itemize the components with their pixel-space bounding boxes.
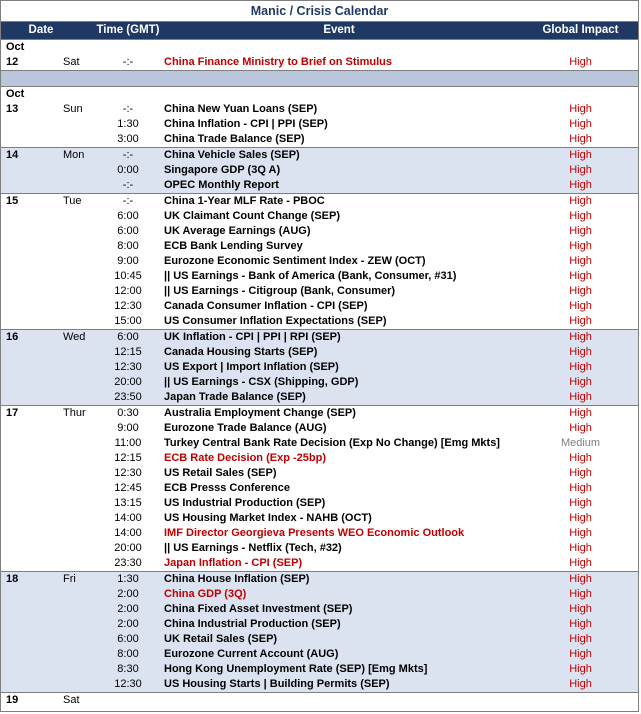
event-name: China Fixed Asset Investment (SEP) [164,603,353,615]
event-name: ECB Bank Lending Survey [164,240,303,252]
event-name: ECB Presss Conference [164,482,290,494]
event-time: 6:00 [117,210,139,222]
impact-level: High [569,557,592,569]
impact-level: High [569,285,592,297]
event-name: ECB Rate Decision (Exp -25bp) [164,452,326,464]
event-row [1,178,638,193]
impact-level: High [569,527,592,539]
event-name: || US Earnings - Citigroup (Bank, Consumer) [164,285,396,297]
impact-level: High [569,270,592,282]
event-name: China House Inflation (SEP) [164,573,310,585]
event-name: China Industrial Production (SEP) [164,618,341,630]
event-name: Singapore GDP (3Q A) [164,164,281,176]
event-time: 12:15 [114,452,142,464]
event-time: 0:30 [117,407,139,419]
impact-level: High [569,588,592,600]
event-row [1,526,638,541]
day-number: 16 [6,331,19,343]
day-name: Sun [63,103,83,115]
impact-level: Medium [560,437,601,449]
day-number: 17 [6,407,19,419]
event-time: -:- [122,149,134,161]
event-name: Japan Trade Balance (SEP) [164,391,306,403]
event-name: US Retail Sales (SEP) [164,467,277,479]
event-time: 8:00 [117,648,139,660]
event-time: 12:30 [114,467,142,479]
day-number: 13 [6,103,19,115]
event-time: 2:00 [117,588,139,600]
event-row [1,436,638,451]
event-name: Eurozone Economic Sentiment Index - ZEW (OCT) [164,255,426,267]
event-name: China Vehicle Sales (SEP) [164,149,300,161]
event-row [1,602,638,617]
event-row [1,329,638,345]
event-name: Hong Kong Unemployment Rate (SEP) [Emg Mkts] [164,663,428,675]
impact-level: High [569,210,592,222]
event-name: Japan Inflation - CPI (SEP) [164,557,303,569]
event-time: 9:00 [117,255,139,267]
event-time: 12:45 [114,482,142,494]
event-name: US Consumer Inflation Expectations (SEP) [164,315,387,327]
event-time: 11:00 [114,437,142,449]
day-number: 15 [6,195,19,207]
event-row [1,692,638,708]
impact-level: High [569,452,592,464]
event-time: 23:50 [114,391,142,403]
impact-level: High [569,482,592,494]
day-number: 14 [6,149,19,161]
event-time: 12:30 [114,300,142,312]
day-name: Wed [63,331,86,343]
event-row [1,269,638,284]
event-name: China 1-Year MLF Rate - PBOC [164,195,325,207]
event-time: -:- [122,56,134,68]
event-time: -:- [122,179,134,191]
impact-level: High [569,346,592,358]
calendar-title: Manic / Crisis Calendar [1,1,638,22]
event-row [1,587,638,602]
impact-level: High [569,618,592,630]
event-time: 20:00 [114,542,142,554]
event-row [1,390,638,405]
event-row [1,466,638,481]
event-row [1,481,638,496]
header-date: Date [28,24,54,36]
event-time: 2:00 [117,618,139,630]
event-row [1,102,638,117]
event-name: US Industrial Production (SEP) [164,497,326,509]
event-name: US Housing Market Index - NAHB (OCT) [164,512,372,524]
impact-level: High [569,300,592,312]
day-name: Tue [63,195,82,207]
impact-level: High [569,407,592,419]
event-name: UK Average Earnings (AUG) [164,225,311,237]
impact-level: High [569,467,592,479]
event-row [1,117,638,132]
impact-level: High [569,240,592,252]
day-name: Sat [63,694,80,706]
event-row [1,314,638,329]
event-name: China New Yuan Loans (SEP) [164,103,318,115]
event-time: 1:30 [117,118,139,130]
impact-level: High [569,118,592,130]
impact-level: High [569,663,592,675]
event-name: Eurozone Trade Balance (AUG) [164,422,327,434]
event-row [1,284,638,299]
event-row [1,541,638,556]
event-name: Canada Housing Starts (SEP) [164,346,318,358]
event-row [1,647,638,662]
event-time: 12:15 [114,346,142,358]
day-number: 19 [6,694,19,706]
event-name: || US Earnings - CSX (Shipping, GDP) [164,376,359,388]
event-name: IMF Director Georgieva Presents WEO Economic Outlook [164,527,465,539]
event-time: 6:00 [117,331,139,343]
event-row [1,55,638,70]
impact-level: High [569,315,592,327]
event-time: 12:00 [114,285,142,297]
event-row [1,209,638,224]
event-time: 23:30 [114,557,142,569]
event-name: OPEC Monthly Report [164,179,279,191]
event-time: 13:15 [114,497,142,509]
event-time: -:- [122,195,134,207]
month-row [1,86,638,102]
event-time: 6:00 [117,225,139,237]
impact-level: High [569,133,592,145]
event-name: UK Retail Sales (SEP) [164,633,278,645]
event-time: 12:30 [114,678,142,690]
impact-level: High [569,164,592,176]
impact-level: High [569,179,592,191]
impact-level: High [569,422,592,434]
calendar-body [1,39,638,708]
event-time: 8:00 [117,240,139,252]
event-time: 12:30 [114,361,142,373]
impact-level: High [569,376,592,388]
impact-level: High [569,195,592,207]
impact-level: High [569,331,592,343]
event-name: US Housing Starts | Building Permits (SEP) [164,678,390,690]
header-event: Event [323,24,355,36]
day-name: Sat [63,56,80,68]
event-row [1,299,638,314]
impact-level: High [569,56,592,68]
event-row [1,632,638,647]
event-name: US Export | Import Inflation (SEP) [164,361,339,373]
impact-level: High [569,361,592,373]
event-time: 2:00 [117,603,139,615]
header-impact: Global Impact Potential [542,24,619,53]
impact-level: High [569,573,592,585]
event-name: Canada Consumer Inflation - CPI (SEP) [164,300,368,312]
event-row [1,224,638,239]
event-row [1,677,638,692]
event-row [1,345,638,360]
event-time: 0:00 [117,164,139,176]
event-row [1,421,638,436]
impact-level: High [569,255,592,267]
event-name: Australia Employment Change (SEP) [164,407,356,419]
event-row [1,571,638,587]
event-name: UK Inflation - CPI | PPI | RPI (SEP) [164,331,341,343]
event-row [1,254,638,269]
event-row [1,496,638,511]
impact-level: High [569,149,592,161]
event-row [1,375,638,390]
month-label: Oct [6,88,25,100]
event-name: China Trade Balance (SEP) [164,133,305,145]
event-row [1,451,638,466]
day-number: 18 [6,573,19,585]
impact-level: High [569,633,592,645]
event-name: China Inflation - CPI | PPI (SEP) [164,118,328,130]
impact-level: High [569,542,592,554]
event-row [1,556,638,571]
event-row [1,132,638,147]
day-name: Mon [63,149,85,161]
event-row [1,163,638,178]
event-row [1,511,638,526]
impact-level: High [569,603,592,615]
month-label: Oct [6,41,25,53]
day-name: Thur [63,407,86,419]
impact-level: High [569,678,592,690]
event-time: 15:00 [114,315,142,327]
month-row [1,39,638,55]
event-name: UK Claimant Count Change (SEP) [164,210,341,222]
impact-level: High [569,391,592,403]
event-time: 9:00 [117,422,139,434]
section-divider [1,70,638,86]
event-time: -:- [122,103,134,115]
event-time: 14:00 [114,512,142,524]
event-row [1,360,638,375]
event-time: 1:30 [117,573,139,585]
impact-level: High [569,648,592,660]
event-row [1,405,638,421]
event-time: 14:00 [114,527,142,539]
event-name: China Finance Ministry to Brief on Stimulus [164,56,392,68]
event-row [1,239,638,254]
event-name: || US Earnings - Netflix (Tech, #32) [164,542,342,554]
event-time: 8:30 [117,663,139,675]
event-time: 20:00 [114,376,142,388]
day-number: 12 [6,56,19,68]
impact-level: High [569,497,592,509]
event-time: 3:00 [117,133,139,145]
impact-level: High [569,225,592,237]
event-row [1,147,638,163]
event-name: China GDP (3Q) [164,588,247,600]
event-name: Turkey Central Bank Rate Decision (Exp No Change) [Emg Mkts] [164,437,500,449]
event-name: || US Earnings - Bank of America (Bank, Consumer, #31) [164,270,457,282]
day-name: Fri [63,573,76,585]
event-time: 10:45 [114,270,142,282]
event-row [1,662,638,677]
event-name: Eurozone Current Account (AUG) [164,648,339,660]
event-row [1,617,638,632]
impact-level: High [569,512,592,524]
impact-level: High [569,103,592,115]
event-row [1,193,638,209]
event-time: 6:00 [117,633,139,645]
header-time: Time (GMT) [96,24,160,36]
